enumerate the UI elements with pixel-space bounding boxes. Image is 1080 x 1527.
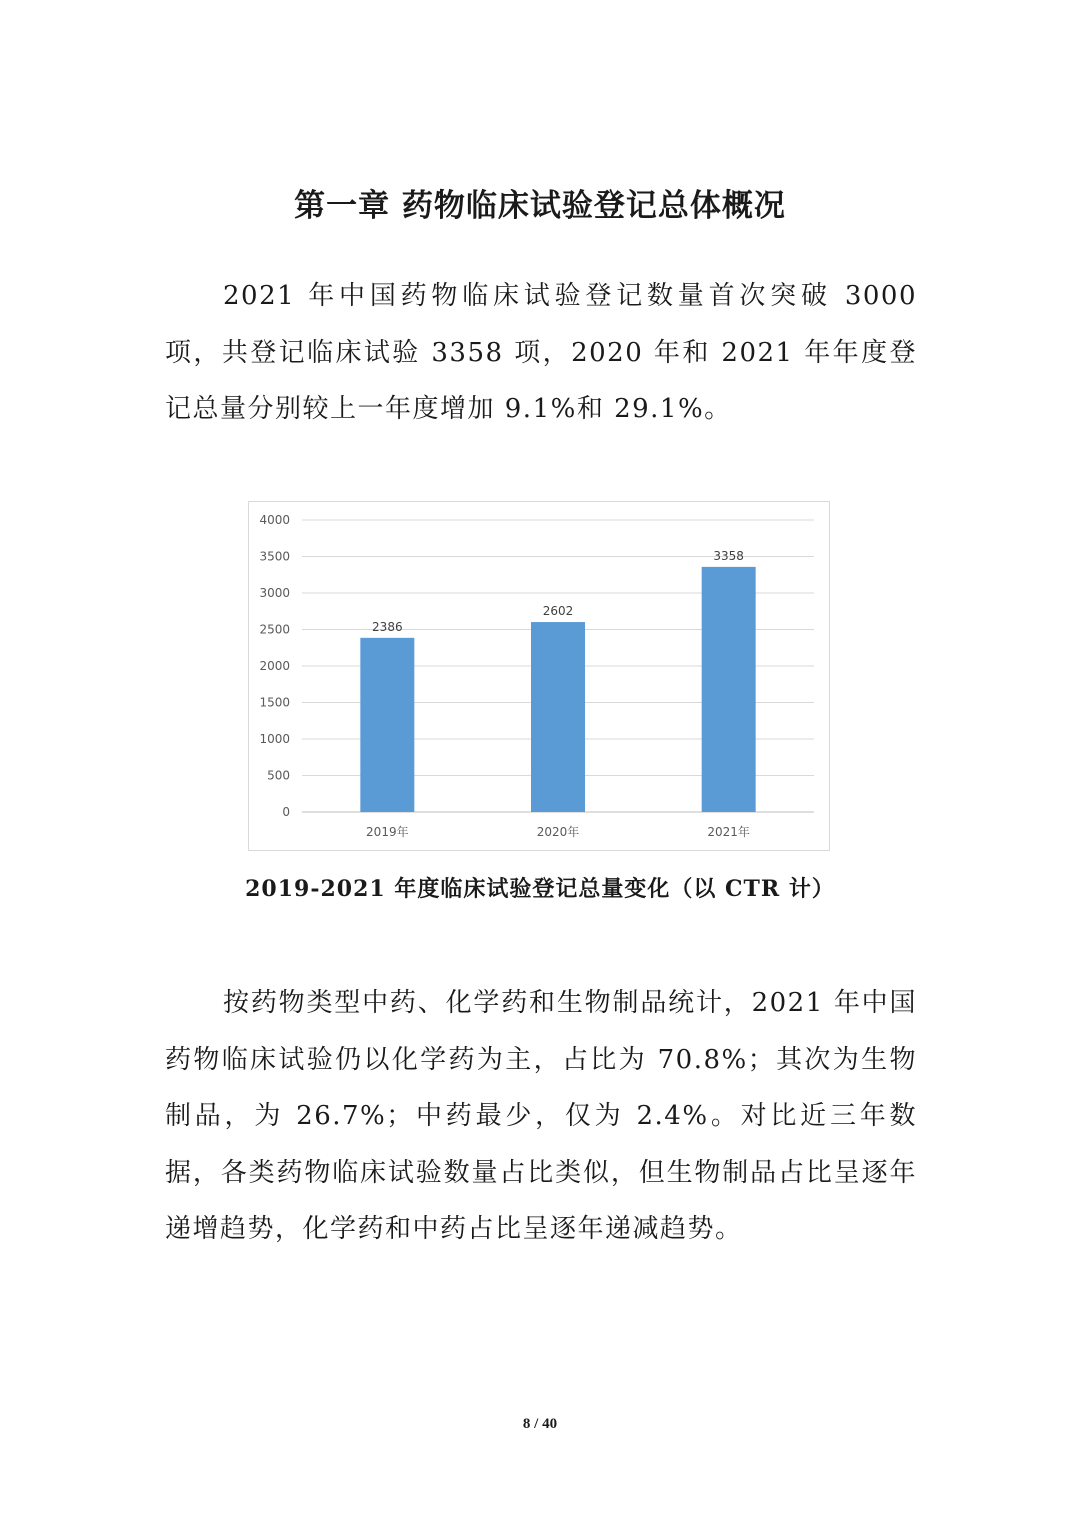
y-tick-label: 500 — [267, 768, 290, 783]
intro-paragraph: 2021 年中国药物临床试验登记数量首次突破 3000 项，共登记临床试验 3358 项，2020 年和 2021 年年度登记总量分别较上一年度增加 9.1%和 29.1%。 — [165, 281, 917, 424]
y-tick-label: 2500 — [259, 622, 290, 637]
x-tick-label: 2021年 — [707, 825, 750, 839]
y-tick-label: 3500 — [259, 549, 290, 564]
y-tick-label: 1500 — [259, 695, 290, 710]
y-tick-label: 4000 — [259, 513, 290, 527]
bar-chart-svg — [249, 502, 829, 850]
bar-2021年 — [702, 567, 756, 812]
drug-type-paragraph: 按药物类型中药、化学药和生物制品统计，2021 年中国药物临床试验仍以化学药为主，占比为 70.8%；其次为生物制品，为 26.7%；中药最少，仅为 2.4%。对比近三年数据，各类药物临床试验数量占比类似，但生物制品占比呈逐年递增趋势，化学药和中药占比呈逐年递减趋势。 — [165, 988, 917, 1244]
page-number: 8 / 40 — [522, 1416, 558, 1432]
y-tick-label: 0 — [282, 805, 290, 819]
bar-2020年 — [531, 622, 585, 812]
bar-2019年 — [360, 638, 414, 812]
bar-chart — [248, 501, 830, 851]
figure-caption: 2019-2021 年度临床试验登记总量变化（以 CTR 计） — [245, 876, 835, 902]
data-label: 2386 — [372, 619, 403, 634]
x-tick-label: 2019年 — [366, 825, 409, 839]
y-tick-label: 3000 — [259, 586, 290, 600]
y-tick-label: 2000 — [259, 659, 290, 673]
x-tick-label: 2020年 — [536, 825, 580, 839]
y-tick-label: 1000 — [259, 732, 290, 746]
data-label: 3358 — [713, 548, 744, 563]
chapter-title: 第一章 药物临床试验登记总体概况 — [294, 188, 786, 224]
data-label: 2602 — [542, 604, 574, 619]
